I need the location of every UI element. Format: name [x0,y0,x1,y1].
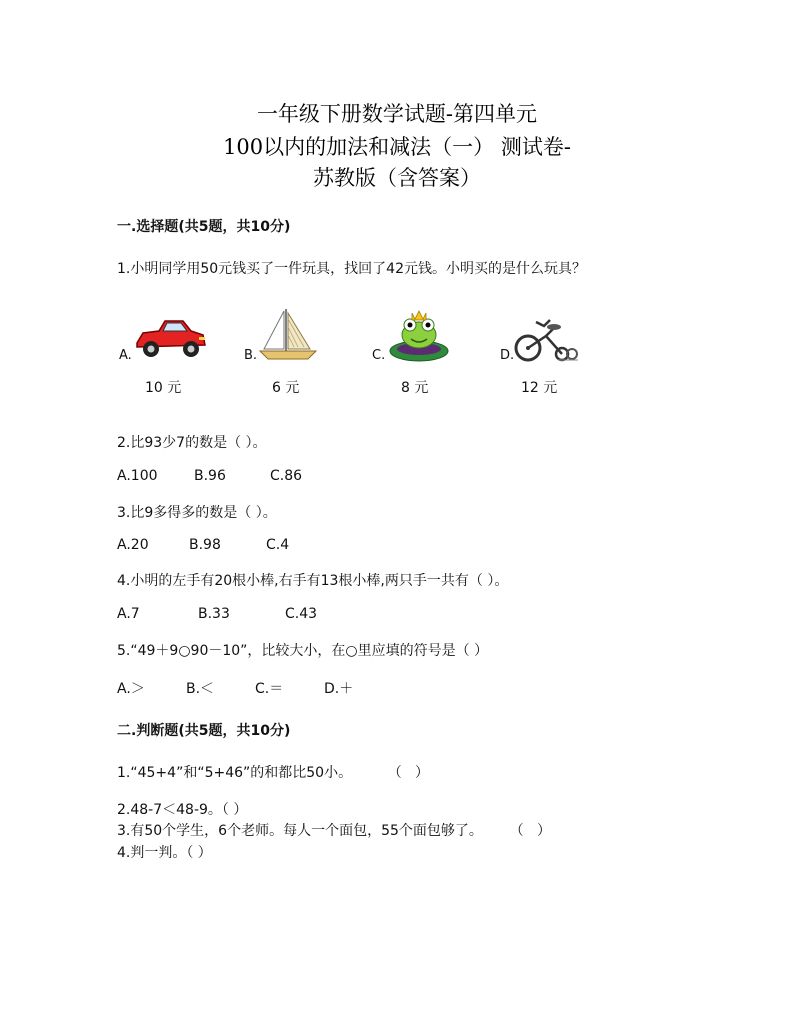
q3-option-a[interactable]: A.20 [117,537,149,553]
q5-option-d[interactable]: D.＋ [324,681,354,697]
option-c-price: 8 元 [401,380,429,396]
title-line-3: 苏教版（含答案） [313,166,481,190]
toy-sailboat-icon [258,305,320,363]
q2-option-c[interactable]: C.86 [270,468,303,484]
toy-tricycle-icon [514,314,578,364]
toy-car-icon [133,313,209,363]
option-b-letter: B. [244,348,258,363]
q2-option-a[interactable]: A.100 [117,468,158,484]
q5-option-c[interactable]: C.＝ [255,681,284,697]
question-2-text: 2.比93少7的数是（ ）。 [117,435,267,451]
q5-option-b[interactable]: B.＜ [186,681,215,697]
q4-option-c[interactable]: C.43 [285,606,318,622]
title-line-2: 100以内的加法和减法（一） 测试卷- [223,135,571,159]
q4-option-a[interactable]: A.7 [117,606,140,622]
section-heading-choice: 一.选择题(共5题，共10分) [117,219,291,235]
question-3-text: 3.比9多得多的数是（ ）。 [117,505,277,521]
option-a-price: 10 元 [145,380,182,396]
option-d-letter: D. [500,348,515,363]
question-4-text: 4.小明的左手有20根小棒,右手有13根小棒,两只手一共有（ ）。 [117,573,509,589]
toy-frog-icon [388,307,450,363]
q3-option-b[interactable]: B.98 [189,537,221,553]
option-b-price: 6 元 [272,380,300,396]
judgement-item-2: 2.48-7＜48-9。（ ） [117,802,248,818]
section-heading-judgement: 二.判断题(共5题，共10分) [117,723,291,739]
q5-option-a[interactable]: A.＞ [117,681,145,697]
judgement-item-3: 3.有50个学生，6个老师。每人一个面包，55个面包够了。 （ ） [117,823,551,839]
title-line-1: 一年级下册数学试题-第四单元 [256,102,538,126]
question-1-text: 1.小明同学用50元钱买了一件玩具，找回了42元钱。小明买的是什么玩具？ [117,261,586,277]
judgement-item-1: 1.“45+4”和“5+46”的和都比50小。 （ ） [117,765,430,781]
q3-option-c[interactable]: C.4 [266,537,290,553]
question-5-text: 5.“49＋9○90－10”，比较大小，在○里应填的符号是（ ） [117,643,489,659]
q4-option-b[interactable]: B.33 [198,606,230,622]
option-a-letter: A. [119,348,132,363]
q2-option-b[interactable]: B.96 [194,468,226,484]
judgement-item-4: 4.判一判。（ ） [117,845,212,861]
option-d-price: 12 元 [521,380,558,396]
option-c-letter: C. [372,348,386,363]
